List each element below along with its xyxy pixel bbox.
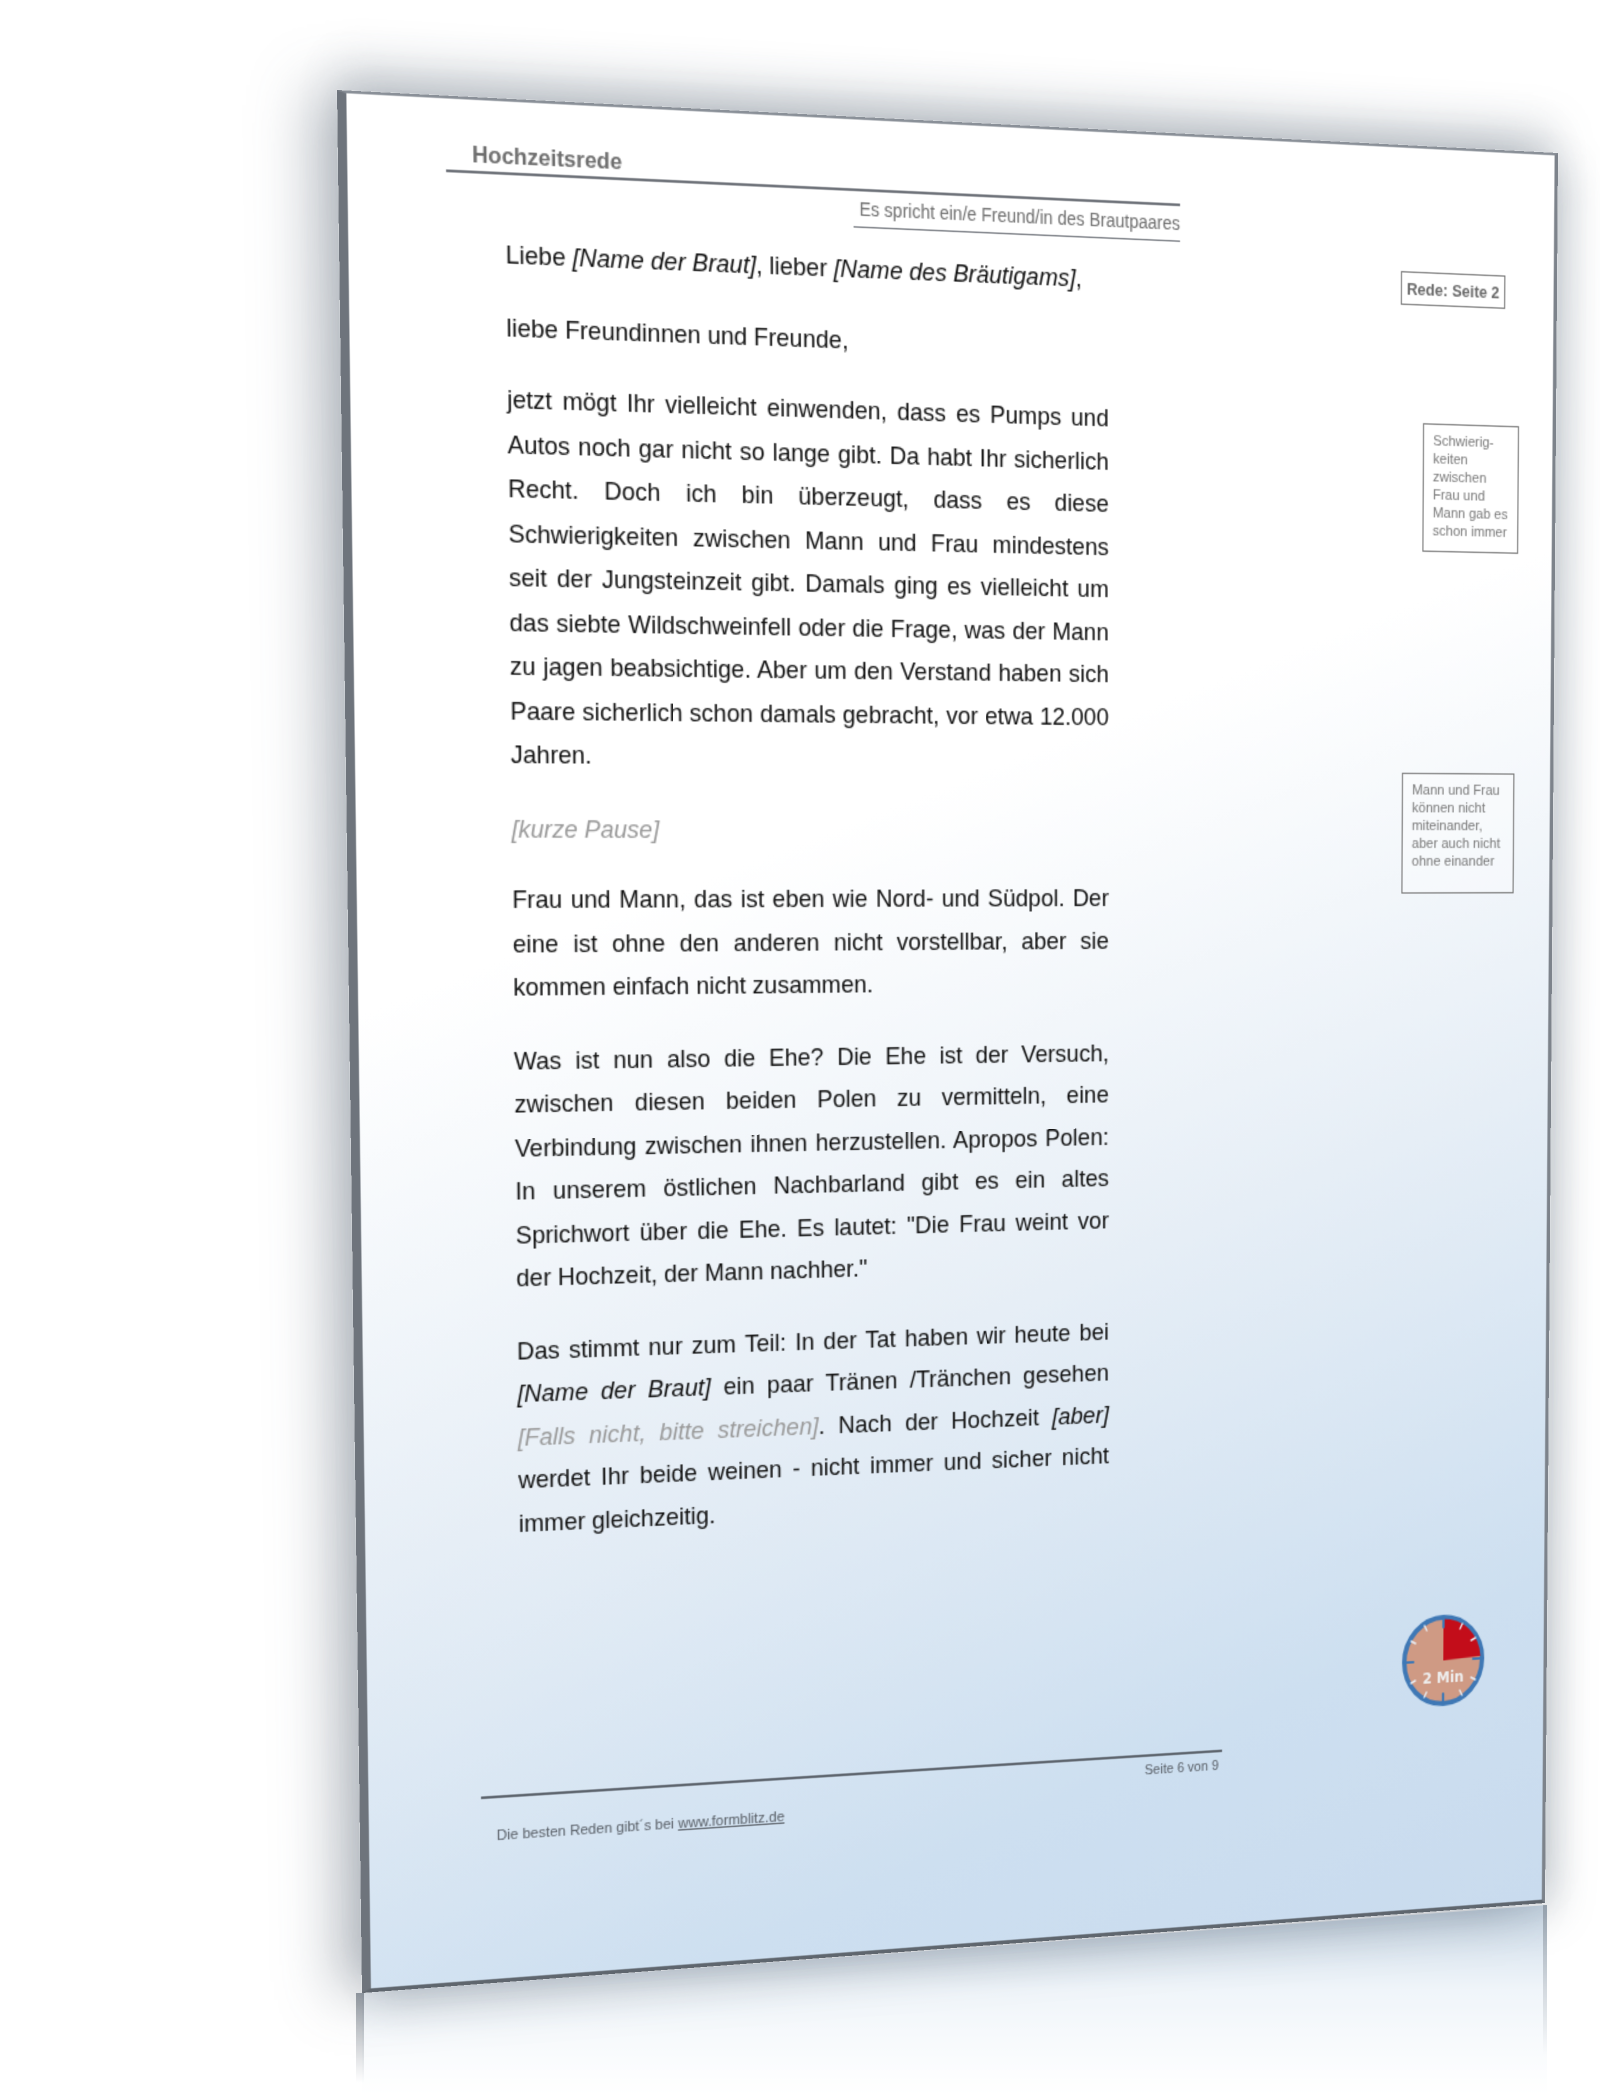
document-page [337, 90, 1558, 1993]
greeting-line-2: liebe Freundinnen und Freunde, [506, 313, 849, 355]
timer-clock-icon [1400, 1610, 1487, 1711]
clock-icon [1400, 1610, 1487, 1711]
footer-tagline [497, 1809, 785, 1844]
paragraph-text: Das stimmt nur zum Teil: In der Tat haben wir heute bei [516, 1318, 1109, 1366]
formblitz-link[interactable]: www.formblitz.de [677, 1809, 785, 1833]
margin-note: Mann und Frau können nicht miteinander, aber auch nicht ohne einander [1401, 773, 1514, 894]
bride-name-placeholder: [Name der Braut] [517, 1374, 711, 1409]
paragraph [517, 1312, 1109, 1546]
timer-label: 2 Min [1422, 1668, 1464, 1688]
page-indicator: Seite 6 von 9 [1144, 1758, 1219, 1779]
greeting-text: , [1075, 265, 1082, 294]
reflection-edge [1543, 1905, 1547, 2055]
footer-tagline-text: Die besten Reden gibt´s bei [496, 1816, 679, 1845]
document-title: Hochzeitsrede [471, 141, 623, 175]
greeting-line-1 [505, 234, 1108, 303]
paragraph-text: . Nach der Hochzeit [818, 1403, 1052, 1440]
bride-name-placeholder: [Name der Braut] [572, 244, 757, 281]
stage-direction-pause: [kurze Pause] [511, 815, 660, 844]
paragraph-text: ein paar Tränen /Tränchen gesehen [710, 1360, 1109, 1402]
aber-placeholder: [aber] [1051, 1401, 1109, 1431]
paragraph: Frau und Mann, das ist eben wie Nord- und Südpol. Der eine ist ohne den anderen nicht vorstellbar, aber sie kommen einfach nicht zusammen. [512, 885, 1109, 1003]
optional-note: [Falls nicht, bitte streichen] [517, 1412, 819, 1452]
document-subtitle: Es spricht ein/e Freund/in des Brautpaares [859, 198, 1181, 234]
section-badge: Rede: Seite 2 [1401, 271, 1506, 309]
paragraph-text: werdet Ihr beide weinen - nicht immer und sicher nicht immer gleichzeitig. [518, 1442, 1109, 1539]
greeting-text: Liebe [505, 241, 573, 273]
reflection-edge [356, 1993, 364, 2083]
paragraph: Was ist nun also die Ehe? Die Ehe ist der Versuch, zwischen diesen beiden Polen zu vermitteln, eine Verbindung zwischen ihnen herzustellen. Apropos Polen: In unserem östlichen Nachbarland gibt es ein altes Sprichwort über die Ehe. Es lautet: "Die Frau weint vor der Hochzeit, der Mann nachher." [513, 1039, 1109, 1294]
paragraph: jetzt mögt Ihr vielleicht einwenden, dass es Pumps und Autos noch gar nicht so lange gibt. Da habt Ihr sicherlich Recht. Doch ich bin überzeugt, dass es diese Schwierigkeiten zwischen Mann und Frau mindestens seit der Jungsteinzeit gibt. Damals ging es vielleicht um das siebte Wildschweinfell oder die Frage, was der Mann zu jagen beabsichtige. Aber um den Verstand haben sich Paare sicherlich schon damals gebracht, vor etwa 12.000 Jahren. [506, 385, 1109, 771]
header-rule [446, 169, 1180, 206]
margin-note: Schwierig-keiten zwischen Frau und Mann gab es schon immer [1422, 423, 1519, 554]
groom-name-placeholder: [Name des Bräutigams] [833, 255, 1076, 294]
greeting-text: , lieber [755, 251, 834, 284]
speech-body [505, 234, 1109, 1575]
